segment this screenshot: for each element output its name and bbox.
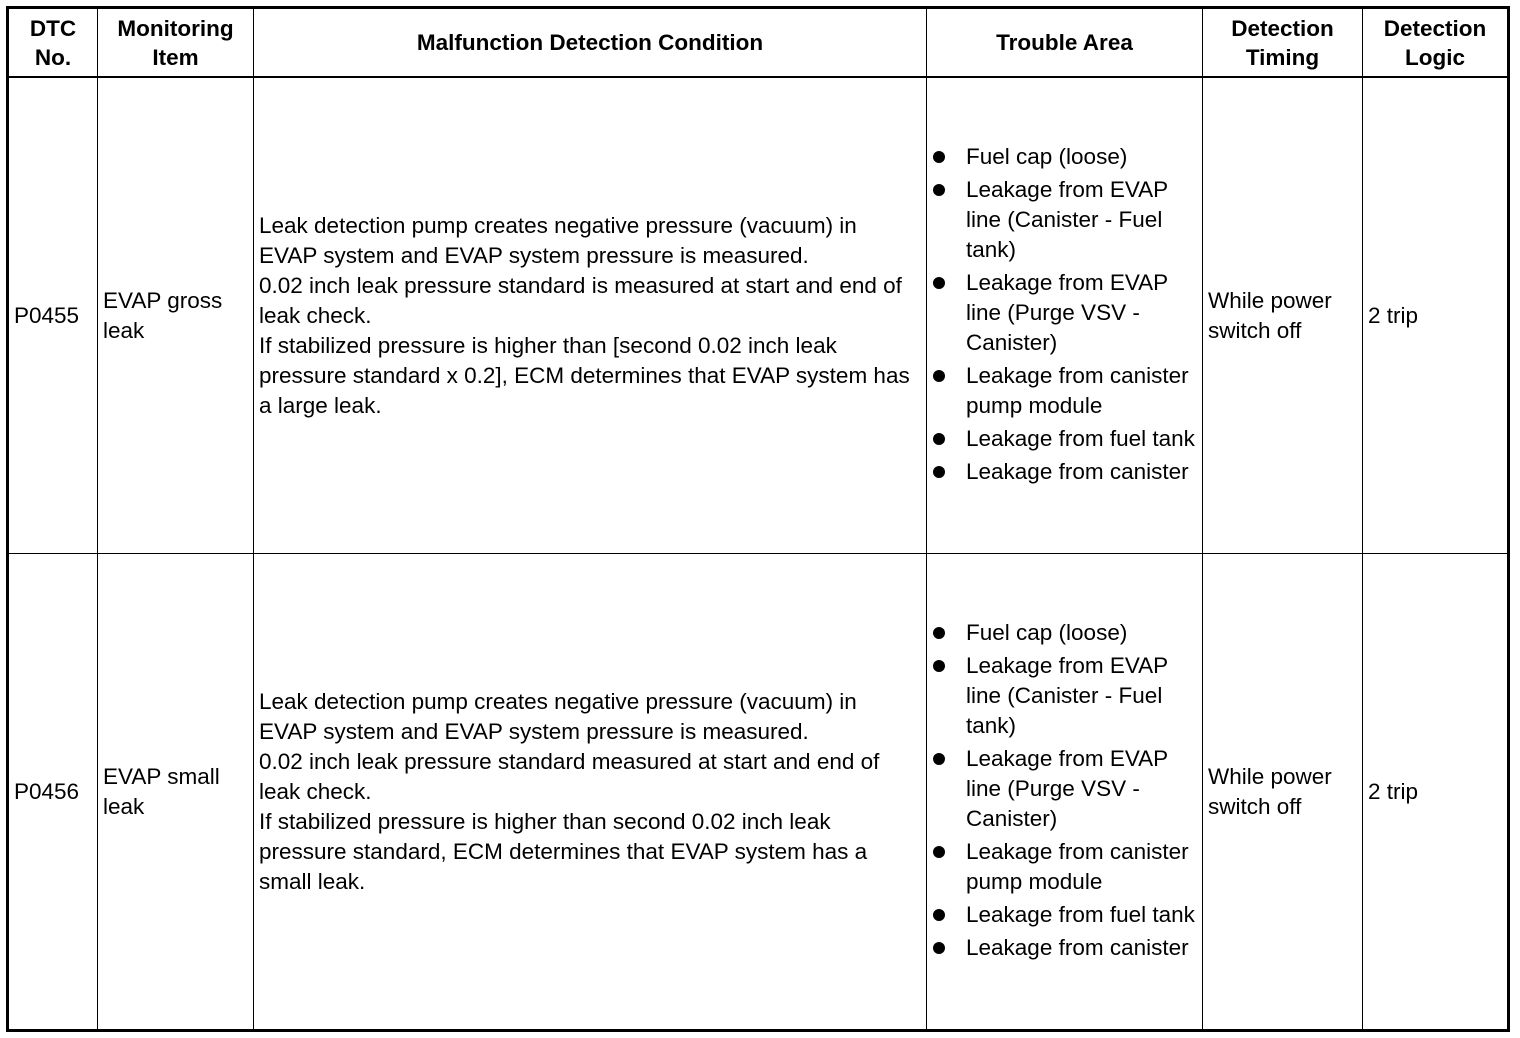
trouble-area-cell bbox=[927, 77, 1203, 554]
detection-condition-cell bbox=[254, 554, 927, 1031]
condition-paragraph: 0.02 inch leak pressure standard is measured at start and end of leak check. bbox=[259, 272, 902, 328]
detection-logic-cell: 2 trip bbox=[1363, 77, 1509, 554]
table-row bbox=[8, 554, 1509, 1031]
table-row bbox=[8, 77, 1509, 554]
trouble-area-item: Fuel cap (loose) bbox=[932, 142, 1197, 172]
dtc-code-cell: P0455 bbox=[8, 77, 98, 554]
header-detection-logic: Detection Logic bbox=[1363, 8, 1509, 78]
header-monitoring-item: Monitoring Item bbox=[98, 8, 254, 78]
trouble-area-list bbox=[932, 618, 1197, 963]
trouble-area-item: Leakage from EVAP line (Canister - Fuel tank) bbox=[932, 175, 1197, 265]
trouble-area-item: Leakage from canister bbox=[932, 457, 1197, 487]
condition-paragraph: If stabilized pressure is higher than second 0.02 inch leak pressure standard, ECM determines that EVAP system has a small leak. bbox=[259, 808, 868, 894]
trouble-area-item: Leakage from canister pump module bbox=[932, 837, 1197, 897]
header-trouble-area: Trouble Area bbox=[927, 8, 1203, 78]
trouble-area-cell bbox=[927, 554, 1203, 1031]
trouble-area-item: Fuel cap (loose) bbox=[932, 618, 1197, 648]
monitoring-item-cell: EVAP small leak bbox=[98, 554, 254, 1031]
trouble-area-item: Leakage from fuel tank bbox=[932, 900, 1197, 930]
dtc-code-cell: P0456 bbox=[8, 554, 98, 1031]
condition-paragraph: Leak detection pump creates negative pressure (vacuum) in EVAP system and EVAP system pressure is measured. bbox=[259, 212, 857, 268]
detection-timing-cell: While power switch off bbox=[1203, 77, 1363, 554]
condition-paragraph: 0.02 inch leak pressure standard measured at start and end of leak check. bbox=[259, 748, 880, 804]
monitoring-item-cell: EVAP gross leak bbox=[98, 77, 254, 554]
detection-logic-cell: 2 trip bbox=[1363, 554, 1509, 1031]
trouble-area-item: Leakage from EVAP line (Purge VSV - Canister) bbox=[932, 744, 1197, 834]
header-row bbox=[8, 8, 1509, 78]
trouble-area-item: Leakage from fuel tank bbox=[932, 424, 1197, 454]
condition-paragraph: Leak detection pump creates negative pressure (vacuum) in EVAP system and EVAP system pressure is measured. bbox=[259, 688, 857, 744]
header-dtc-no: DTC No. bbox=[8, 8, 98, 78]
header-malfunction-detection-condition: Malfunction Detection Condition bbox=[254, 8, 927, 78]
detection-timing-cell: While power switch off bbox=[1203, 554, 1363, 1031]
dtc-table bbox=[6, 6, 1510, 1032]
trouble-area-item: Leakage from EVAP line (Canister - Fuel tank) bbox=[932, 651, 1197, 741]
header-detection-timing: Detection Timing bbox=[1203, 8, 1363, 78]
trouble-area-item: Leakage from EVAP line (Purge VSV - Canister) bbox=[932, 268, 1197, 358]
detection-condition-cell bbox=[254, 77, 927, 554]
trouble-area-item: Leakage from canister bbox=[932, 933, 1197, 963]
condition-paragraph: If stabilized pressure is higher than [second 0.02 inch leak pressure standard x 0.2], ECM determines that EVAP system has a large leak. bbox=[259, 332, 910, 418]
trouble-area-list bbox=[932, 142, 1197, 487]
trouble-area-item: Leakage from canister pump module bbox=[932, 361, 1197, 421]
